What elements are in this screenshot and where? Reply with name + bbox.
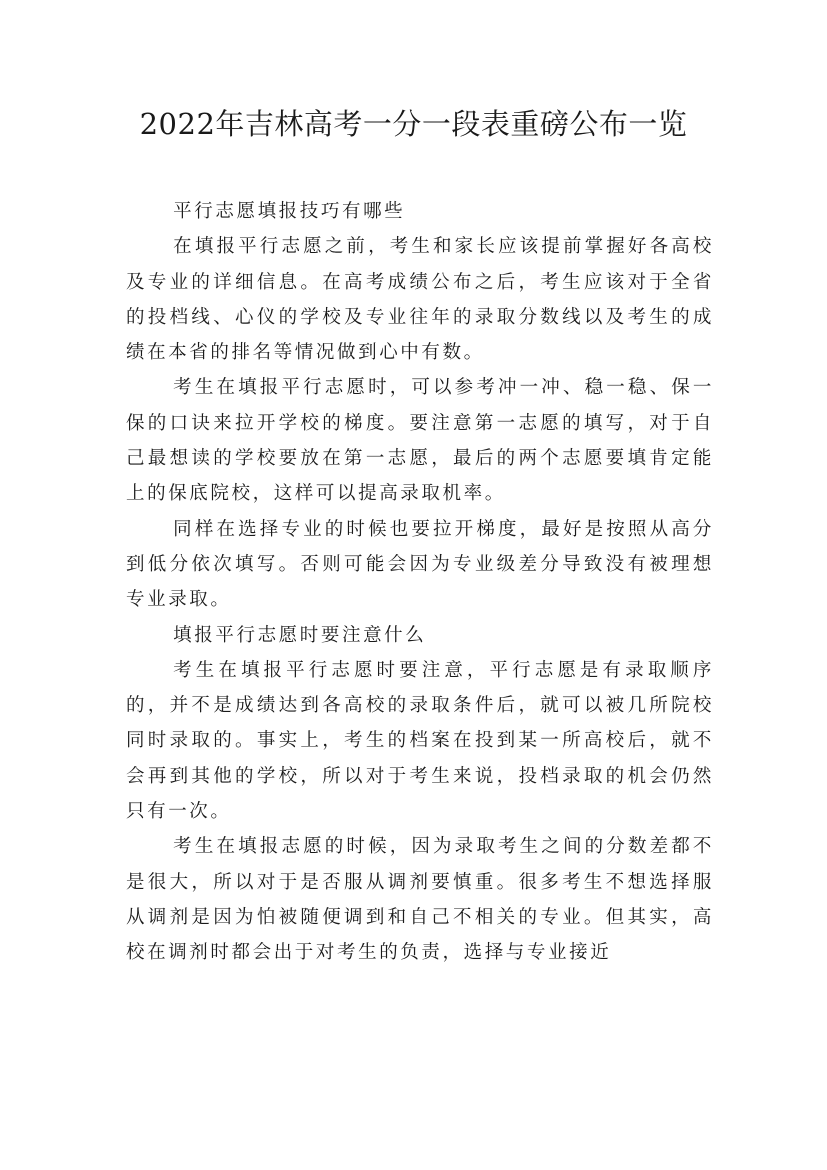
section-heading-tips: 平行志愿填报技巧有哪些 (173, 201, 406, 222)
section-heading-notes: 填报平行志愿时要注意什么 (173, 624, 427, 646)
paragraph: 同样在选择专业的时候也要拉开梯度，最好是按照从高分到低分依次填写。否则可能会因为专业级差分导致没有被理想专业录取。 (126, 518, 714, 611)
paragraph: 在填报平行志愿之前，考生和家长应该提前掌握好各高校及专业的详细信息。在高考成绩公布之后，考生应该对于全省的投档线、心仪的学校及专业往年的录取分数线以及考生的成绩在本省的排名等情况做到心中有数。 (126, 236, 714, 364)
document-title: 2022年吉林高考一分一段表重磅公布一览 (139, 107, 688, 141)
paragraph: 考生在填报平行志愿时要注意，平行志愿是有录取顺序的，并不是成绩达到各高校的录取条件后，就可以被几所院校同时录取的。事实上，考生的档案在投到某一所高校后，就不会再到其他的学校，所以对于考生来说，投档录取的机会仍然只有一次。 (126, 659, 714, 823)
paragraph: 考生在填报志愿的时候，因为录取考生之间的分数差都不是很大，所以对于是否服从调剂要慎重。很多考生不想选择服从调剂是因为怕被随便调到和自己不相关的专业。但其实，高校在调剂时都会出于对考生的负责，选择与专业接近 (126, 836, 714, 964)
document-body (126, 194, 714, 971)
paragraph: 考生在填报平行志愿时，可以参考冲一冲、稳一稳、保一保的口诀来拉开学校的梯度。要注意第一志愿的填写，对于自己最想读的学校要放在第一志愿，最后的两个志愿要填肯定能上的保底院校，这样可以提高录取机率。 (126, 377, 714, 505)
